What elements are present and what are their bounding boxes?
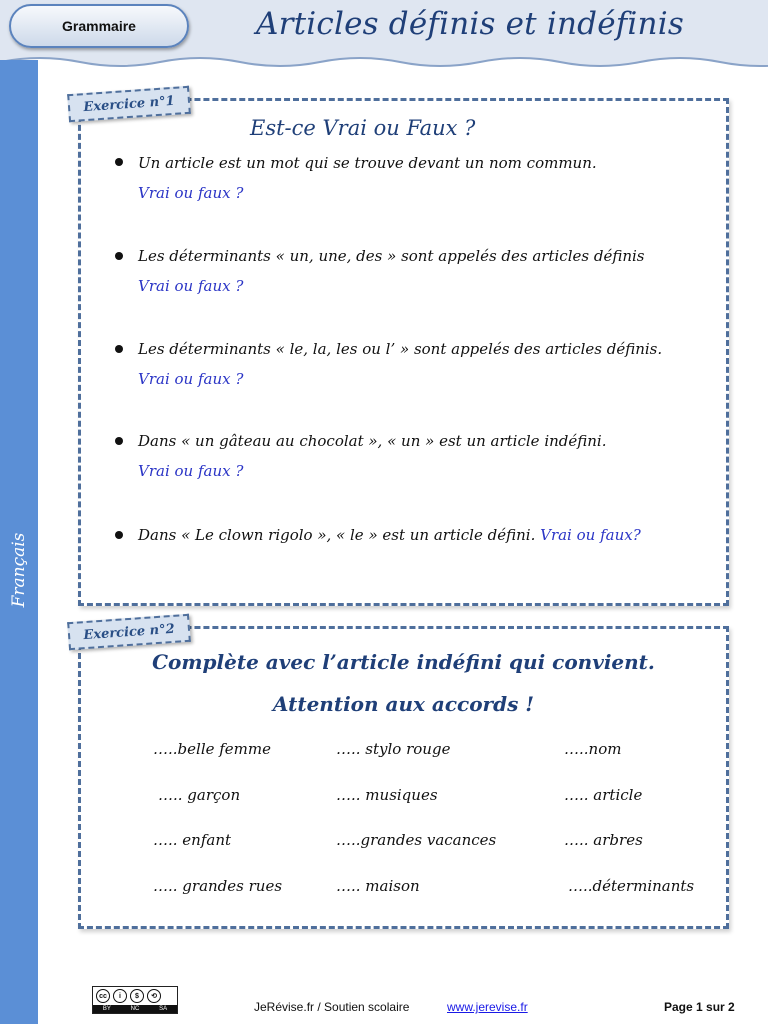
header-wave-divider — [0, 52, 768, 76]
fill-in-item: …..nom — [564, 740, 622, 758]
cc-icon: cc — [96, 989, 110, 1003]
subject-pill: Grammaire — [9, 4, 189, 48]
bullet-icon — [115, 252, 123, 260]
question-item — [138, 524, 641, 546]
question-text: Dans « un gâteau au chocolat », « un » est un article indéfini. — [138, 432, 607, 450]
fill-in-item: ….. stylo rouge — [336, 740, 451, 758]
footer-site-name: JeRévise.fr / Soutien scolaire — [254, 1000, 410, 1014]
cc-license-row — [93, 1005, 177, 1013]
question-item — [138, 245, 644, 297]
cc-icon-row — [93, 987, 177, 1005]
bullet-icon — [115, 158, 123, 166]
fill-in-item: ….. musiques — [336, 786, 438, 804]
exercise-2-reminder: Attention aux accords ! — [272, 692, 535, 716]
cc-sa-label: SA — [159, 1006, 168, 1012]
fill-in-item: ….. grandes rues — [153, 877, 283, 895]
footer-page-number: Page 1 sur 2 — [664, 1000, 735, 1014]
answer-prompt: Vrai ou faux ? — [138, 184, 244, 202]
question-text: Les déterminants « le, la, les ou l’ » sont appelés des articles définis. — [138, 340, 663, 358]
question-text-main: Dans « Le clown rigolo », « le » est un article défini. — [138, 526, 541, 544]
answer-prompt: Vrai ou faux ? — [138, 277, 244, 295]
page-title: Articles définis et indéfinis — [256, 6, 684, 42]
fill-in-item: ….. enfant — [153, 831, 232, 849]
fill-in-item: …..grandes vacances — [336, 831, 497, 849]
question-item — [138, 152, 597, 204]
fill-in-item: ….. garçon — [158, 786, 241, 804]
exercise-1-title: Est-ce Vrai ou Faux ? — [250, 116, 476, 140]
cc-by-label: BY — [102, 1006, 111, 1012]
fill-in-item: ….. maison — [336, 877, 420, 895]
bullet-icon — [115, 437, 123, 445]
fill-in-item: …..déterminants — [568, 877, 695, 895]
attribution-icon: i — [113, 989, 127, 1003]
answer-prompt: Vrai ou faux ? — [138, 370, 244, 388]
cc-nc-label: NC — [130, 1006, 140, 1012]
sharealike-icon: ⟲ — [147, 989, 161, 1003]
footer-website-link[interactable]: www.jerevise.fr — [447, 1000, 528, 1014]
bullet-icon — [115, 345, 123, 353]
answer-prompt: Vrai ou faux ? — [138, 462, 244, 480]
fill-in-item: …..belle femme — [153, 740, 272, 758]
fill-in-item: ….. article — [564, 786, 643, 804]
bullet-icon — [115, 531, 123, 539]
exercise-2-instruction: Complète avec l’article indéfini qui convient. — [152, 650, 655, 674]
answer-prompt: Vrai ou faux? — [540, 526, 641, 544]
fill-in-item: ….. arbres — [564, 831, 643, 849]
question-item — [138, 430, 607, 482]
question-text: Un article est un mot qui se trouve devant un nom commun. — [138, 154, 597, 172]
creative-commons-badge — [92, 986, 178, 1014]
question-item — [138, 338, 662, 390]
exercise-1-tag: Exercice n°1 — [67, 86, 191, 122]
noncommercial-icon: $ — [130, 989, 144, 1003]
question-text: Les déterminants « un, une, des » sont appelés des articles définis — [138, 247, 645, 265]
question-text — [138, 524, 641, 546]
exercise-2-tag: Exercice n°2 — [67, 614, 191, 650]
sidebar-label: Français — [9, 532, 29, 608]
subject-sidebar — [0, 60, 38, 1024]
